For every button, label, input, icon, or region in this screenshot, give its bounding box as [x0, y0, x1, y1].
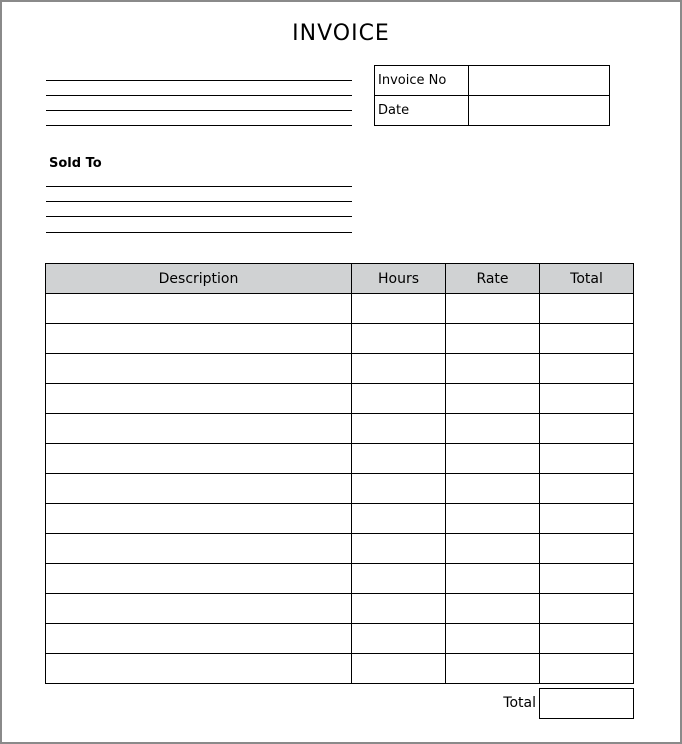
table-row — [46, 324, 634, 354]
cell-total[interactable] — [540, 444, 634, 474]
cell-description[interactable] — [46, 354, 352, 384]
header-rate: Rate — [446, 264, 540, 294]
cell-hours[interactable] — [352, 444, 446, 474]
cell-total[interactable] — [540, 504, 634, 534]
sold-to-line[interactable] — [46, 201, 352, 202]
table-row — [46, 624, 634, 654]
cell-description[interactable] — [46, 324, 352, 354]
table-row — [46, 384, 634, 414]
cell-description[interactable] — [46, 594, 352, 624]
cell-description[interactable] — [46, 624, 352, 654]
cell-hours[interactable] — [352, 324, 446, 354]
cell-rate[interactable] — [446, 594, 540, 624]
cell-rate[interactable] — [446, 354, 540, 384]
cell-hours[interactable] — [352, 594, 446, 624]
sold-to-line[interactable] — [46, 216, 352, 217]
cell-total[interactable] — [540, 354, 634, 384]
cell-hours[interactable] — [352, 534, 446, 564]
cell-rate[interactable] — [446, 534, 540, 564]
cell-hours[interactable] — [352, 504, 446, 534]
table-row — [46, 354, 634, 384]
cell-total[interactable] — [540, 324, 634, 354]
table-row — [46, 534, 634, 564]
sold-to-line[interactable] — [46, 186, 352, 187]
cell-hours[interactable] — [352, 624, 446, 654]
cell-description[interactable] — [46, 504, 352, 534]
cell-description[interactable] — [46, 444, 352, 474]
grand-total-field[interactable] — [539, 688, 634, 719]
cell-total[interactable] — [540, 594, 634, 624]
cell-hours[interactable] — [352, 354, 446, 384]
cell-total[interactable] — [540, 654, 634, 684]
table-row — [46, 504, 634, 534]
cell-total[interactable] — [540, 564, 634, 594]
cell-hours[interactable] — [352, 294, 446, 324]
cell-description[interactable] — [46, 654, 352, 684]
cell-total[interactable] — [540, 294, 634, 324]
table-row — [46, 444, 634, 474]
cell-description[interactable] — [46, 474, 352, 504]
header-hours: Hours — [352, 264, 446, 294]
grand-total-label: Total — [503, 695, 536, 711]
invoice-no-field[interactable] — [469, 66, 610, 96]
seller-address-line[interactable] — [46, 125, 352, 126]
date-label: Date — [375, 96, 469, 126]
seller-address-line[interactable] — [46, 95, 352, 96]
cell-description[interactable] — [46, 534, 352, 564]
sold-to-line[interactable] — [46, 232, 352, 233]
cell-hours[interactable] — [352, 654, 446, 684]
table-row — [46, 414, 634, 444]
cell-description[interactable] — [46, 384, 352, 414]
cell-total[interactable] — [540, 384, 634, 414]
seller-address-line[interactable] — [46, 80, 352, 81]
cell-rate[interactable] — [446, 564, 540, 594]
cell-total[interactable] — [540, 414, 634, 444]
table-row — [46, 594, 634, 624]
cell-description[interactable] — [46, 414, 352, 444]
cell-total[interactable] — [540, 534, 634, 564]
cell-hours[interactable] — [352, 414, 446, 444]
sold-to-label: Sold To — [49, 156, 102, 171]
cell-rate[interactable] — [446, 384, 540, 414]
cell-rate[interactable] — [446, 294, 540, 324]
table-row — [46, 564, 634, 594]
invoice-title: INVOICE — [292, 21, 390, 46]
cell-rate[interactable] — [446, 414, 540, 444]
meta-row-date — [375, 96, 610, 126]
date-field[interactable] — [469, 96, 610, 126]
cell-total[interactable] — [540, 624, 634, 654]
line-items-body — [46, 294, 634, 684]
table-row — [46, 474, 634, 504]
table-row — [46, 654, 634, 684]
cell-rate[interactable] — [446, 654, 540, 684]
cell-rate[interactable] — [446, 624, 540, 654]
cell-description[interactable] — [46, 564, 352, 594]
cell-total[interactable] — [540, 474, 634, 504]
invoice-no-label: Invoice No — [375, 66, 469, 96]
invoice-meta-table — [374, 65, 610, 126]
table-row — [46, 294, 634, 324]
table-header-row — [46, 264, 634, 294]
line-items-table — [45, 263, 634, 684]
cell-rate[interactable] — [446, 324, 540, 354]
cell-hours[interactable] — [352, 384, 446, 414]
header-total: Total — [540, 264, 634, 294]
seller-address-line[interactable] — [46, 110, 352, 111]
meta-row-invoice-no — [375, 66, 610, 96]
cell-rate[interactable] — [446, 444, 540, 474]
cell-hours[interactable] — [352, 474, 446, 504]
cell-rate[interactable] — [446, 474, 540, 504]
header-description: Description — [46, 264, 352, 294]
cell-rate[interactable] — [446, 504, 540, 534]
cell-description[interactable] — [46, 294, 352, 324]
cell-hours[interactable] — [352, 564, 446, 594]
